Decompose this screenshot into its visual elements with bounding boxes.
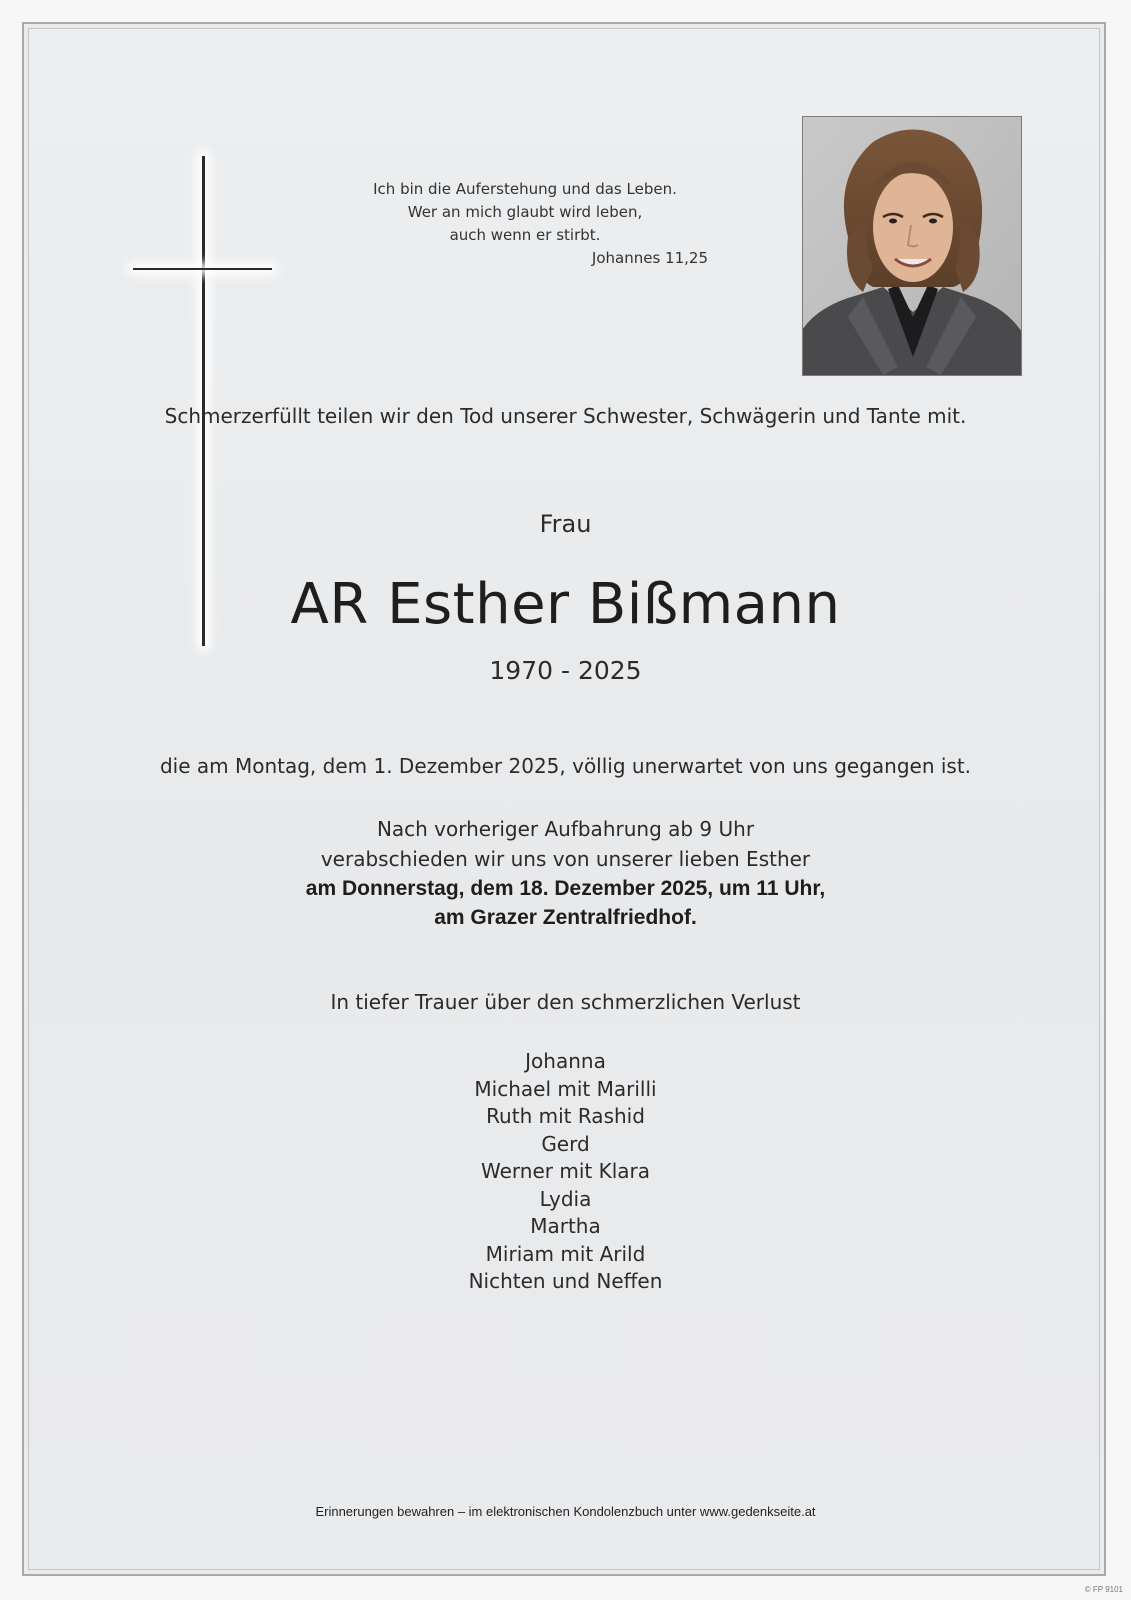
verse-line: auch wenn er stirbt. — [449, 226, 601, 244]
mourner: Martha — [530, 1214, 601, 1238]
portrait-illustration — [803, 117, 1021, 375]
bible-verse — [340, 178, 710, 270]
mourners-list — [0, 1048, 1131, 1296]
portrait-photo — [802, 116, 1022, 376]
verse-reference: Johannes 11,25 — [591, 249, 708, 267]
print-code: © FP 9101 — [1084, 1585, 1123, 1594]
mourner: Nichten und Neffen — [468, 1269, 663, 1293]
mourner: Michael mit Marilli — [474, 1076, 657, 1101]
mourner: Ruth mit Rashid — [486, 1104, 645, 1128]
mourner: Johanna — [525, 1049, 606, 1073]
ceremony-line: Nach vorheriger Aufbahrung ab 9 Uhr — [376, 817, 755, 841]
verse-line: Ich bin die Auferstehung und das Leben. — [373, 180, 677, 198]
mourner: Werner mit Klara — [481, 1159, 650, 1183]
verse-line: Wer an mich glaubt wird leben, — [407, 203, 643, 221]
salutation: Frau — [539, 510, 592, 538]
ceremony-line: verabschieden wir uns von unserer lieben Esther — [320, 847, 811, 871]
deceased-name: AR Esther Bißmann — [290, 572, 841, 637]
footer-condolence-note: Erinnerungen bewahren – im elektronischen Kondolenzbuch unter www.gedenkseite.at — [315, 1504, 816, 1519]
mourner: Gerd — [541, 1131, 590, 1156]
ceremony-details — [0, 814, 1131, 932]
life-years: 1970 - 2025 — [489, 656, 642, 685]
mourning-line: In tiefer Trauer über den schmerzlichen Verlust — [330, 990, 801, 1014]
intro-text: Schmerzerfüllt teilen wir den Tod unserer Schwester, Schwägerin und Tante mit. — [164, 404, 967, 428]
ceremony-date: am Donnerstag, dem 18. Dezember 2025, um 11 Uhr, — [305, 877, 826, 900]
mourner: Miriam mit Arild — [485, 1241, 646, 1266]
cross-horizontal-beam — [133, 268, 272, 270]
death-notice: die am Montag, dem 1. Dezember 2025, völlig unerwartet von uns gegangen ist. — [159, 754, 972, 778]
ceremony-location: am Grazer Zentralfriedhof. — [434, 906, 697, 929]
mourner: Lydia — [539, 1186, 592, 1211]
